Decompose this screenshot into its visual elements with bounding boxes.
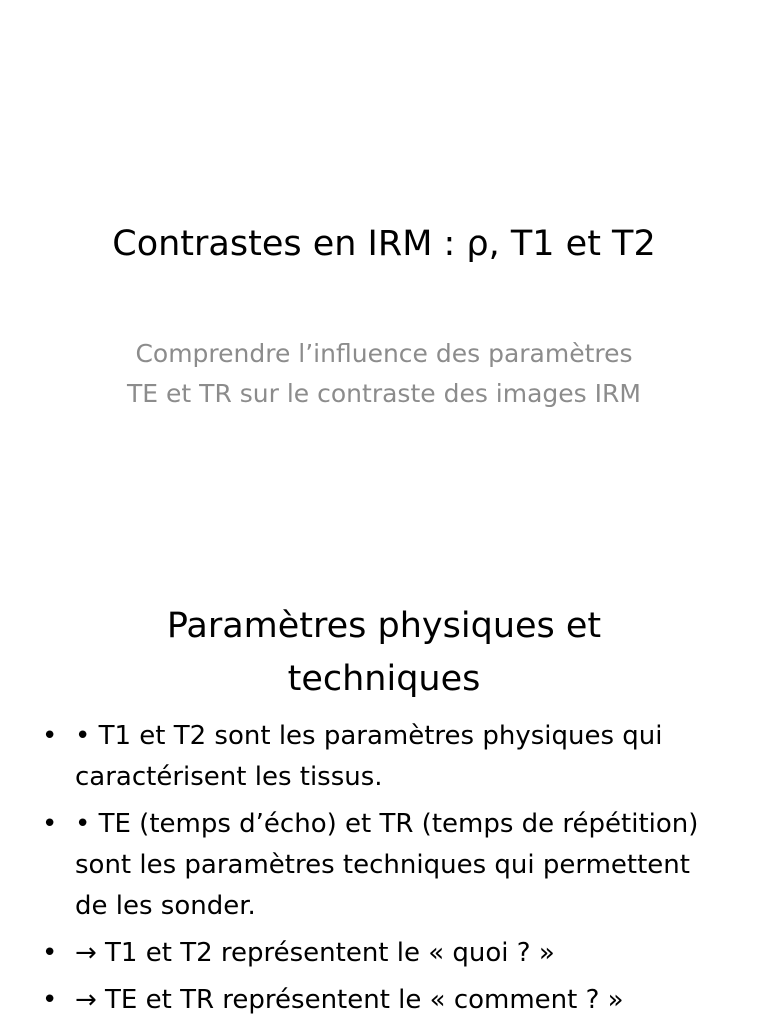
bullet-text: → T1 et T2 représentent le « quoi ? » [75, 938, 555, 968]
slide-title: Contrastes en IRM : ρ, T1 et T2 [112, 224, 656, 264]
bullet-text: • TE (temps d’écho) et TR (temps de répétition) sont les paramètres techniques qui permettent de les sonder. [75, 809, 699, 921]
bullet-text: • T1 et T2 sont les paramètres physiques qui caractérisent les tissus. [75, 721, 663, 792]
bullet-marker: • [42, 985, 58, 1015]
list-item [0, 716, 768, 798]
slide-subtitle: Comprendre l’influence des paramètres TE et TR sur le contraste des images IRM [127, 339, 641, 408]
section-title: Paramètres physiques et techniques [166, 606, 602, 699]
bullet-marker: • [42, 809, 58, 839]
bullet-list [0, 716, 768, 1027]
list-item [0, 980, 768, 1021]
bullet-marker: • [42, 721, 58, 751]
list-item [0, 933, 768, 974]
bullet-marker: • [42, 938, 58, 968]
bullet-text: → TE et TR représentent le « comment ? » [75, 985, 624, 1015]
list-item [0, 804, 768, 927]
